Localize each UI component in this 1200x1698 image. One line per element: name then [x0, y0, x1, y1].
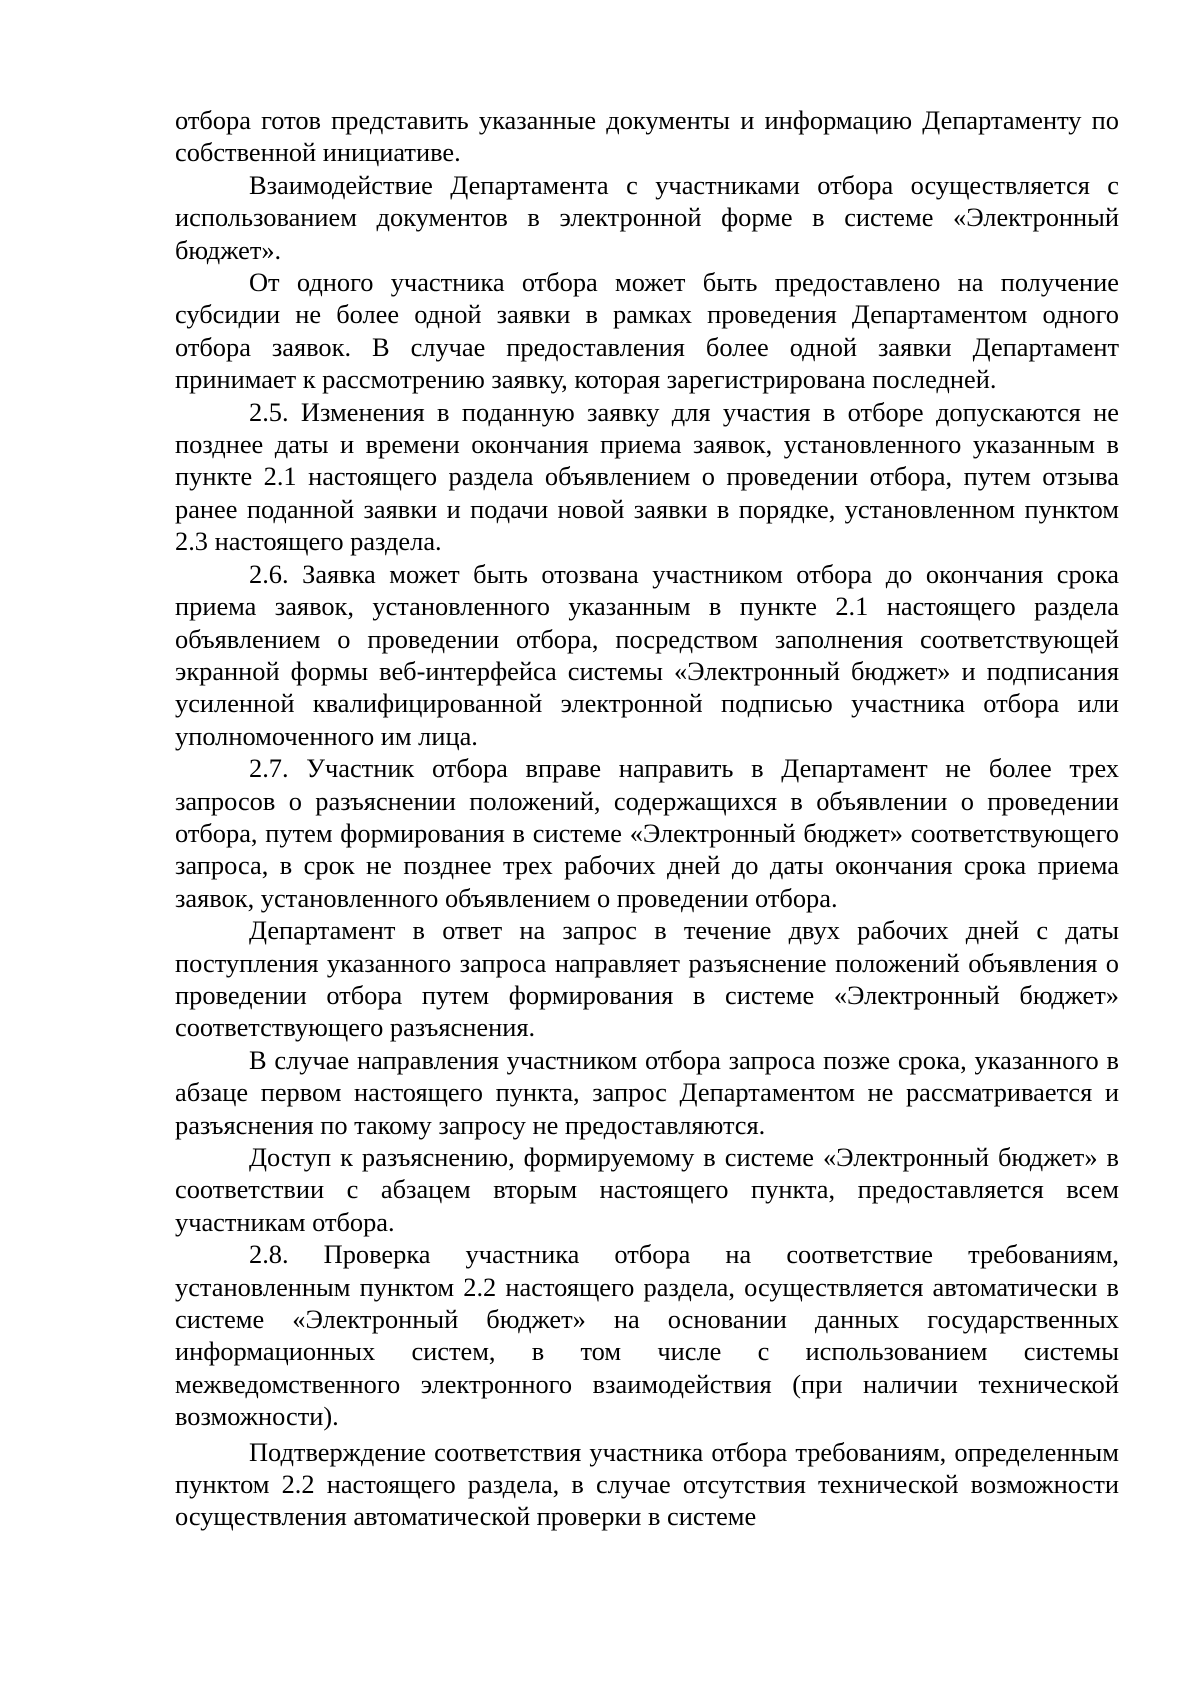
paragraph-continuation: отбора готов представить указанные документы и информацию Департаменту по собственной инициативе.: [175, 105, 1119, 168]
paragraph-2-5-application-changes: 2.5. Изменения в поданную заявку для участия в отборе допускаются не позднее даты и времени окончания приема заявок, установленного указанным в пункте 2.1 настоящего раздела объявлением о проведении отбора, путем отзыва ранее поданной заявки и подачи новой заявки в порядке, установленном пунктом 2.3 настоящего раздела.: [175, 396, 1119, 557]
paragraph-compliance-confirmation: Подтверждение соответствия участника отбора требованиям, определенным пунктом 2.2 настоящего раздела, в случае отсутствия технической возможности осуществления автоматической проверки в системе: [175, 1436, 1119, 1532]
paragraph-2-6-application-withdrawal: 2.6. Заявка может быть отозвана участником отбора до окончания срока приема заявок, установленного указанным в пункте 2.1 настоящего раздела объявлением о проведении отбора, посредством заполнения соответствующей экранной формы веб-интерфейса системы «Электронный бюджет» и подписания усиленной квалифицированной электронной подписью участника отбора или уполномоченного им лица.: [175, 558, 1119, 751]
paragraph-clarification-access: Доступ к разъяснению, формируемому в системе «Электронный бюджет» в соответствии с абзацем вторым настоящего пункта, предоставляется всем участникам отбора.: [175, 1142, 1119, 1237]
paragraph-interaction-electronic-budget: Взаимодействие Департамента с участниками отбора осуществляется с использованием документов в электронной форме в системе «Электронный бюджет».: [175, 169, 1119, 265]
paragraph-2-8-participant-verification: 2.8. Проверка участника отбора на соответствие требованиям, установленным пунктом 2.2 настоящего раздела, осуществляется автоматически в системе «Электронный бюджет» на основании данных государственных информационных систем, в том числе с использованием системы межведомственного электронного взаимодействия (при наличии технической возможности).: [175, 1239, 1119, 1432]
document-body: [175, 104, 1119, 1533]
paragraph-2-7-clarification-requests: 2.7. Участник отбора вправе направить в Департамент не более трех запросов о разъяснении положений, содержащихся в объявлении о проведении отбора, путем формирования в системе «Электронный бюджет» соответствующего запроса, в срок не позднее трех рабочих дней до даты окончания срока приема заявок, установленного объявлением о проведении отбора.: [175, 753, 1119, 913]
paragraph-one-application-limit: От одного участника отбора может быть предоставлено на получение субсидии не более одной заявки в рамках проведения Департаментом одного отбора заявок. В случае предоставления более одной заявки Департамент принимает к рассмотрению заявку, которая зарегистрирована последней.: [175, 267, 1119, 395]
paragraph-late-request: В случае направления участником отбора запроса позже срока, указанного в абзаце первом настоящего пункта, запрос Департаментом не рассматривается и разъяснения по такому запросу не предоставляются.: [175, 1044, 1119, 1140]
paragraph-department-response: Департамент в ответ на запрос в течение двух рабочих дней с даты поступления указанного запроса направляет разъяснение положений объявления о проведении отбора путем формирования в системе «Электронный бюджет» соответствующего разъяснения.: [175, 915, 1119, 1043]
